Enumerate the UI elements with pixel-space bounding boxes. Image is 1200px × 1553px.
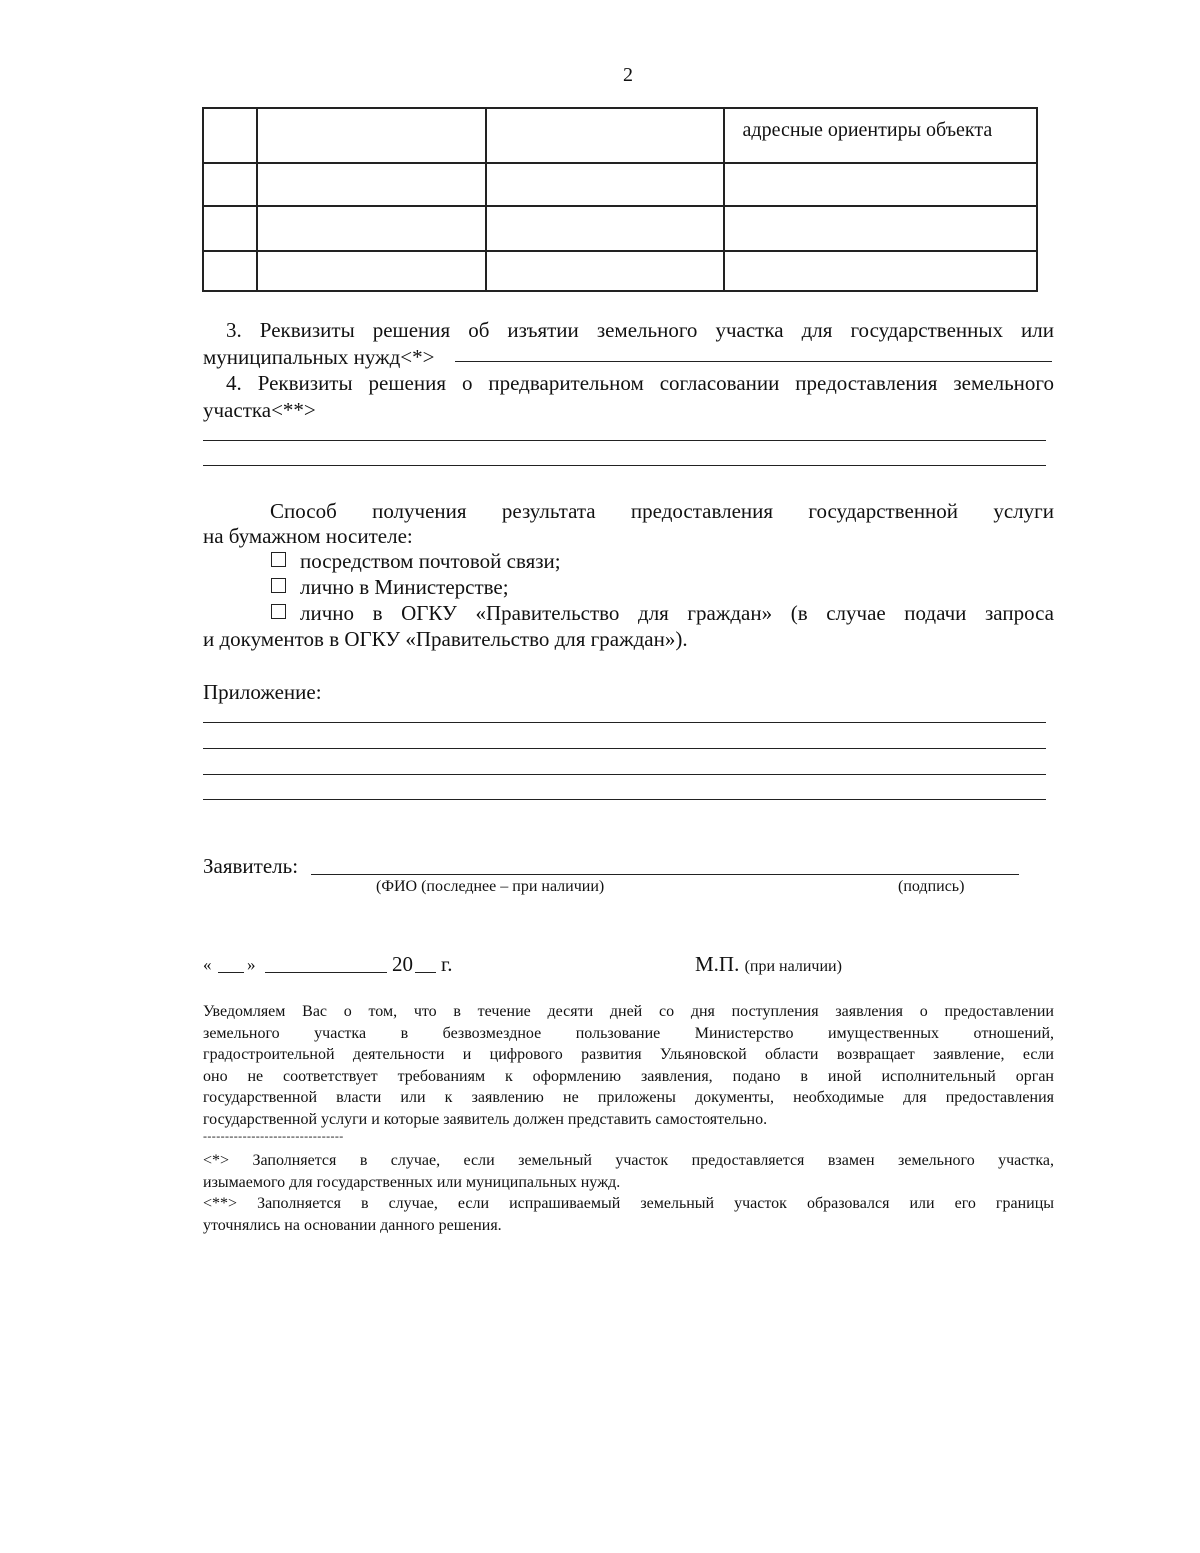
table-cell[interactable] [257, 206, 486, 251]
option-post[interactable] [271, 548, 561, 575]
option-ogku-label: лично в ОГКУ «Правительство для граждан» (в случае подачи запроса [300, 601, 1054, 625]
table-row [203, 206, 1037, 251]
option-ministry-label: лично в Министерстве; [300, 575, 509, 599]
table-cell[interactable] [203, 251, 257, 291]
notice-line: Уведомляем Вас о том, что в течение десяти дней со дня поступления заявления о предоставлении [203, 1003, 1054, 1020]
option-ogku[interactable] [271, 600, 1054, 627]
table-row [203, 108, 1037, 163]
footnote-2-line2: уточнялись на основании данного решения. [203, 1216, 502, 1234]
table-cell[interactable] [724, 163, 1037, 206]
date-day-field[interactable] [218, 972, 244, 973]
item3-line2: муниципальных нужд<*> [203, 345, 435, 369]
date-year-field[interactable] [415, 972, 436, 973]
table-cell[interactable] [203, 108, 257, 163]
date-month-field[interactable] [265, 972, 387, 973]
item4-line1: 4. Реквизиты решения о предварительном согласовании предоставления земельного [226, 371, 1054, 395]
delivery-intro-cont: на бумажном носителе: [203, 524, 413, 548]
applicant-name-caption: (ФИО (последнее – при наличии) [376, 878, 605, 895]
notice-line: земельного участка в безвозмездное пользование Министерство имущественных отношений, [203, 1024, 1054, 1042]
stamp-label-text: М.П. [695, 952, 740, 976]
date-year-prefix: 20 [392, 952, 413, 976]
table-cell[interactable] [203, 163, 257, 206]
table-cell[interactable] [257, 163, 486, 206]
notice-line: градостроительной деятельности и цифрового развития Ульяновской области возвращает заявление, если [203, 1046, 1054, 1063]
stamp-note: (при наличии) [744, 958, 842, 975]
attachment-label: Приложение: [203, 680, 322, 704]
stamp-label [695, 951, 842, 980]
item4-input-line[interactable] [203, 440, 1046, 441]
item4-line2: участка<**> [203, 398, 316, 422]
table-cell[interactable] [257, 251, 486, 291]
applicant-label: Заявитель: [203, 854, 299, 878]
object-table [202, 107, 1038, 292]
table-cell[interactable] [724, 206, 1037, 251]
date-year-suffix: г. [441, 952, 453, 976]
table-row [203, 163, 1037, 206]
checkbox-ogku[interactable] [271, 604, 286, 619]
table-cell[interactable] [724, 251, 1037, 291]
page-number: 2 [623, 64, 633, 86]
option-ogku-cont: и документов в ОГКУ «Правительство для граждан»). [203, 627, 688, 651]
footnote-1-line2: изымаемого для государственных или муниципальных нужд. [203, 1173, 621, 1191]
table-cell-address-landmarks: адресные ориентиры объекта [724, 108, 1037, 163]
table-cell[interactable] [257, 108, 486, 163]
table-cell[interactable] [486, 251, 723, 291]
attachment-line[interactable] [203, 799, 1046, 800]
attachment-line[interactable] [203, 722, 1046, 723]
table-cell[interactable] [203, 206, 257, 251]
table-cell[interactable] [486, 108, 723, 163]
delivery-intro: Способ получения результата предоставления государственной услуги [270, 499, 1054, 523]
footnote-1 [203, 1150, 1054, 1193]
footnote-1-line1: <*> Заполняется в случае, если земельный участок предоставляется взамен земельного участка, [203, 1152, 1054, 1169]
date-close-quote: » [247, 955, 256, 974]
checkbox-ministry[interactable] [271, 578, 286, 593]
option-ministry[interactable] [271, 574, 509, 601]
footnote-separator: -------------------------------- [203, 1129, 344, 1143]
applicant-sign-caption: (подпись) [898, 878, 965, 895]
item3-line1: 3. Реквизиты решения об изъятии земельного участка для государственных или [226, 318, 1054, 342]
notice-line: оно не соответствует требованиям к оформлению заявления, подано в иной исполнительный орган [203, 1067, 1054, 1085]
table-row [203, 251, 1037, 291]
applicant-signature-line[interactable] [311, 874, 1019, 875]
attachment-line[interactable] [203, 774, 1046, 775]
attachment-line[interactable] [203, 748, 1046, 749]
notice-paragraph [203, 1001, 1054, 1130]
item4-input-line[interactable] [203, 465, 1046, 466]
table-cell[interactable] [486, 206, 723, 251]
footnote-2 [203, 1193, 1054, 1236]
footnote-2-line1: <**> Заполняется в случае, если испрашиваемый земельный участок образовался или его границы [203, 1195, 1054, 1212]
item3-input-line[interactable] [455, 361, 1052, 362]
option-post-label: посредством почтовой связи; [300, 549, 561, 573]
notice-line: государственной услуги и которые заявитель должен представить самостоятельно. [203, 1110, 768, 1128]
table-cell[interactable] [486, 163, 723, 206]
notice-line: государственной власти или к заявлению не приложены документы, необходимые для предоставления [203, 1089, 1054, 1106]
date-open-quote: « [203, 955, 212, 974]
checkbox-post[interactable] [271, 552, 286, 567]
